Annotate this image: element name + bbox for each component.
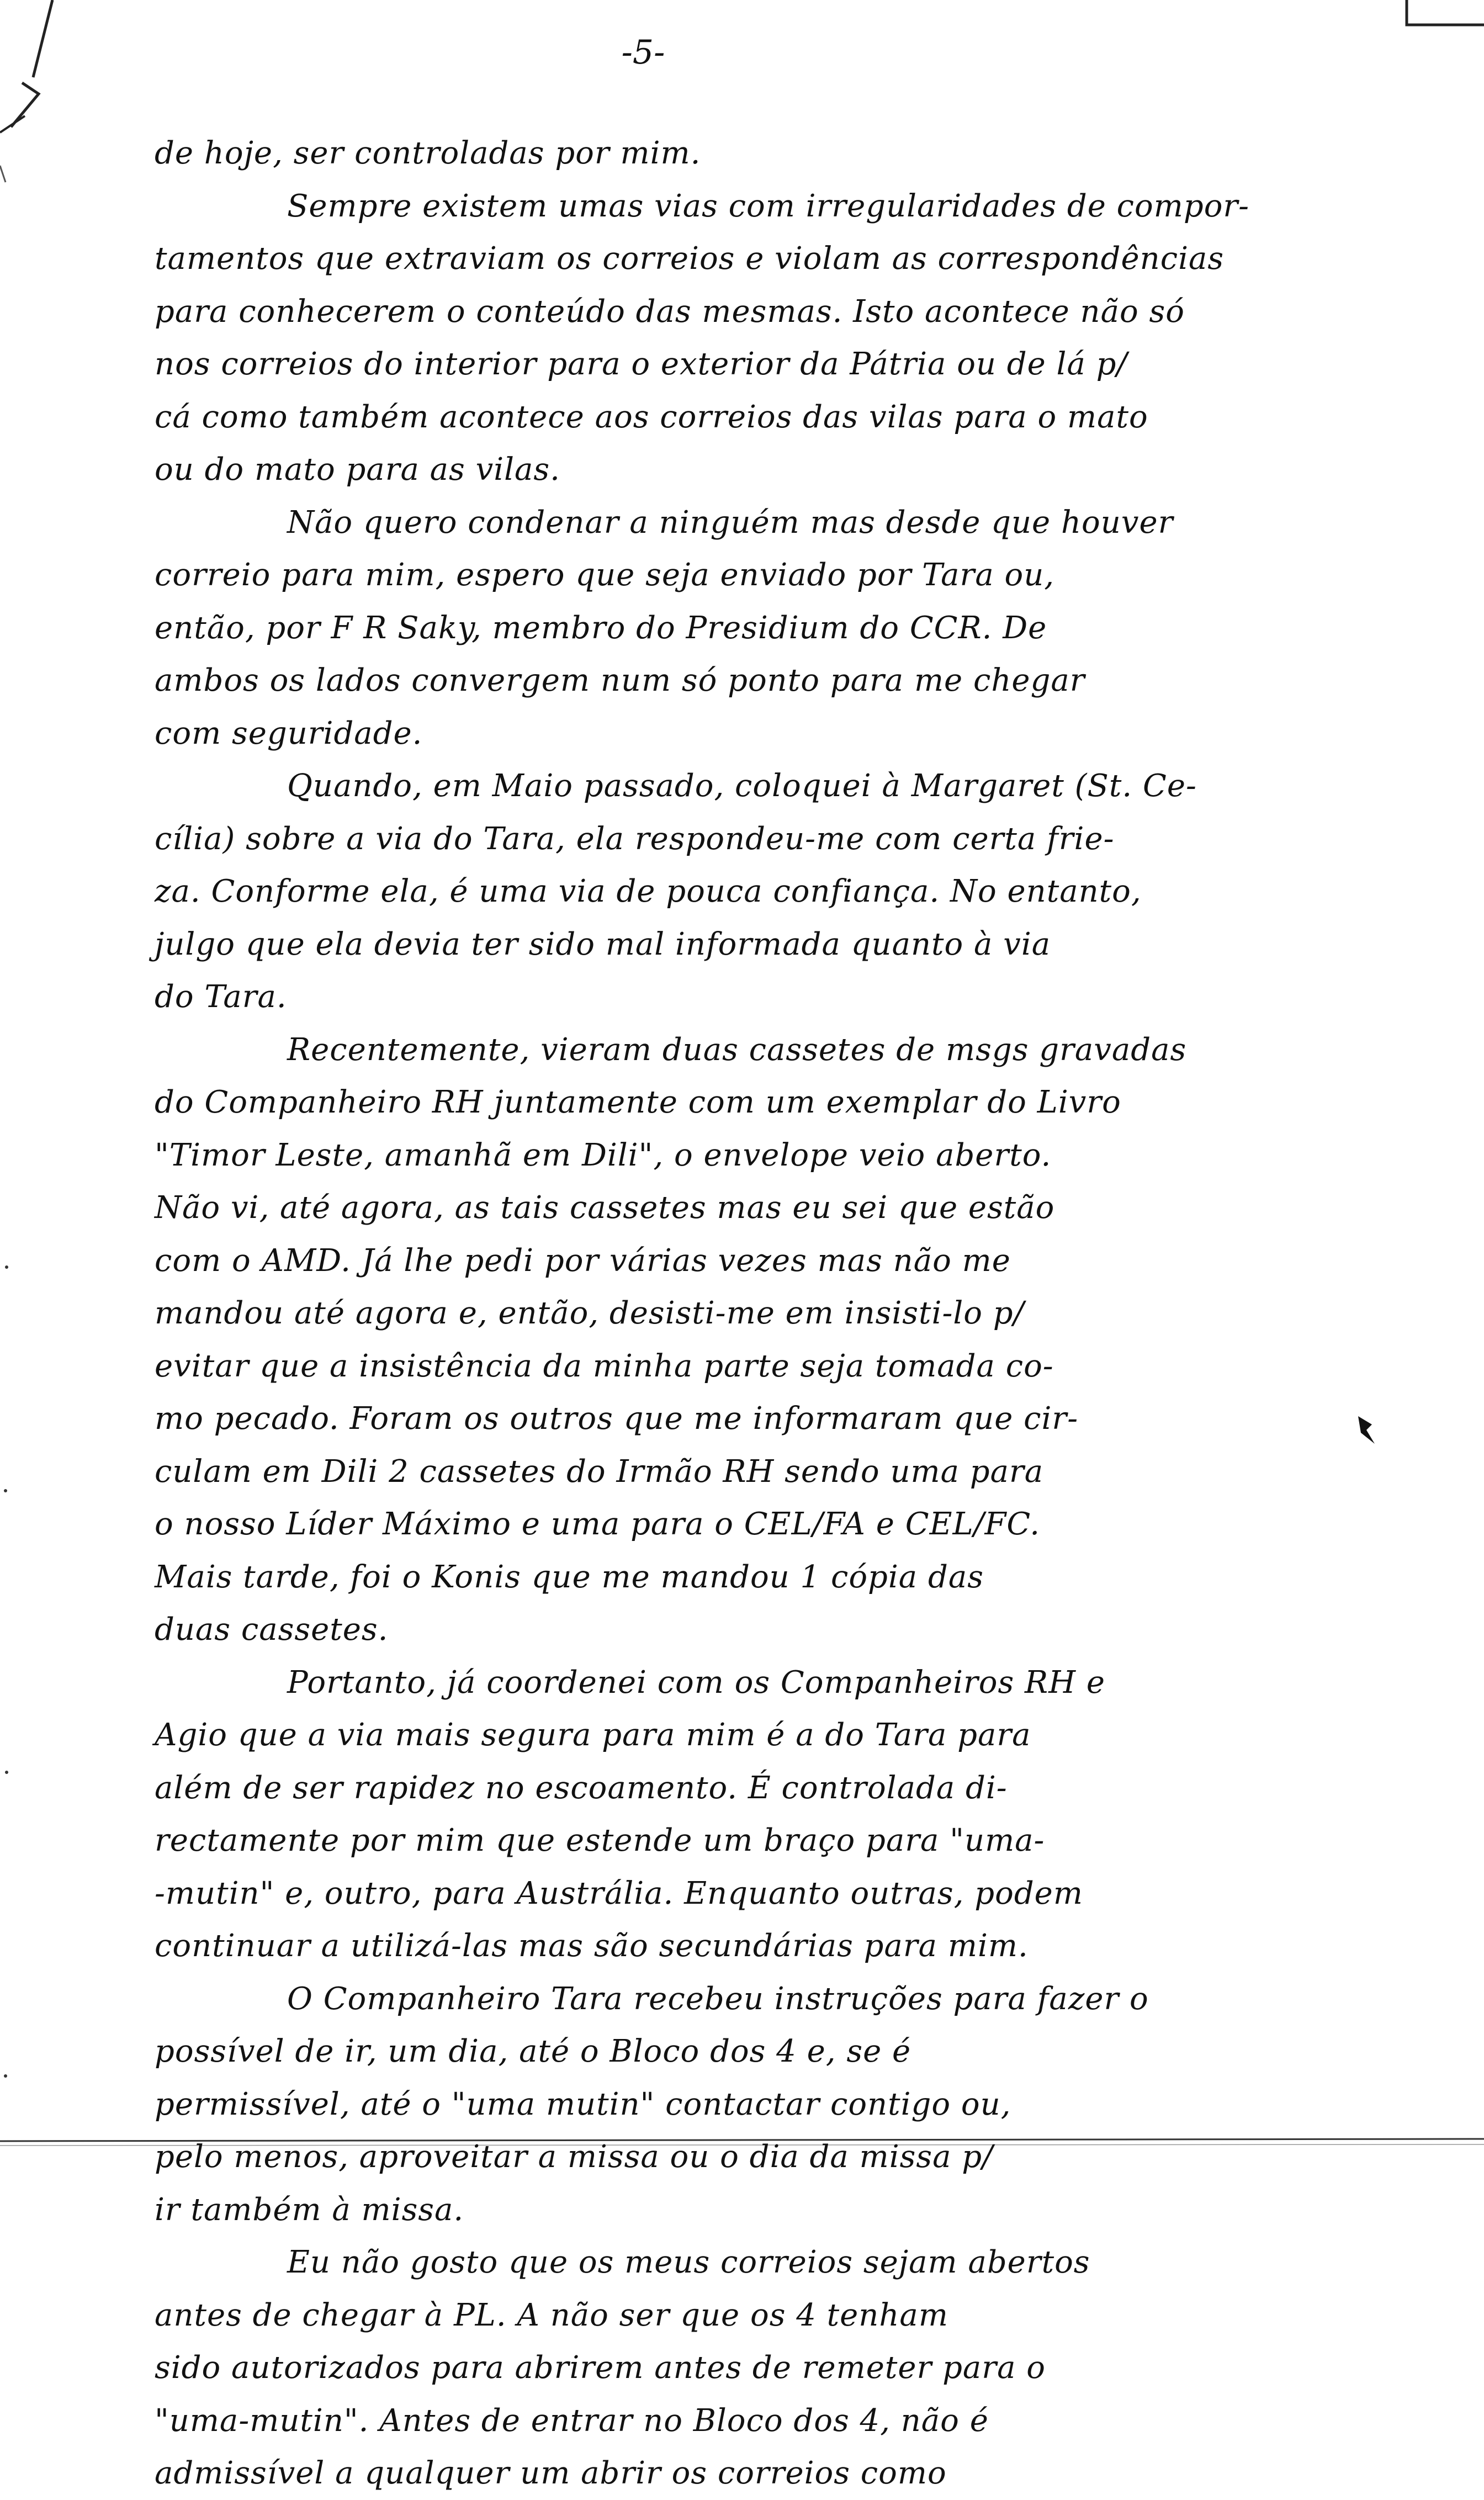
- text-line: O Companheiro Tara recebeu instruções para fazer o: [287, 1980, 1149, 2017]
- text-line: cá como também acontece aos correios das vilas para o mato: [155, 399, 1148, 435]
- text-line: Quando, em Maio passado, coloquei à Margaret (St. Ce-: [287, 768, 1197, 804]
- binding-hole-marks: [0, 0, 22, 2153]
- corner-bracket-mark: [1396, 0, 1484, 44]
- text-line: do Companheiro RH juntamente com um exemplar do Livro: [155, 1084, 1121, 1120]
- text-line: ou do mato para as vilas.: [155, 452, 560, 488]
- text-line: rectamente por mim que estende um braço para "uma-: [155, 1823, 1045, 1858]
- text-line: Agio que a via mais segura para mim é a do Tara para: [155, 1717, 1031, 1753]
- text-line: do Tara.: [155, 979, 287, 1015]
- page-number: -5-: [621, 33, 665, 72]
- ink-blot-mark: [1355, 1413, 1377, 1447]
- text-line: o nosso Líder Máximo e uma para o CEL/FA e CEL/FC.: [155, 1506, 1041, 1542]
- text-line: Não quero condenar a ninguém mas desde que houver: [287, 504, 1174, 541]
- text-line: Portanto, já coordenei com os Companheiros RH e: [287, 1664, 1105, 1701]
- text-line: Não vi, até agora, as tais cassetes mas eu sei que estão: [155, 1190, 1055, 1226]
- text-line: Sempre existem umas vias com irregularidades de compor-: [287, 188, 1250, 224]
- text-line: mandou até agora e, então, desisti-me em insisti-lo p/: [155, 1295, 1025, 1331]
- text-line: nos correios do interior para o exterior da Pátria ou de lá p/: [155, 346, 1128, 382]
- text-line: tamentos que extraviam os correios e violam as correspondências: [155, 241, 1225, 277]
- text-line: permissível, até o "uma mutin" contactar contigo ou,: [155, 2086, 1011, 2122]
- text-line: za. Conforme ela, é uma via de pouca confiança. No entanto,: [155, 873, 1142, 909]
- text-line: de hoje, ser controladas por mim.: [155, 135, 701, 171]
- text-line: duas cassetes.: [155, 1612, 389, 1648]
- text-line: mo pecado. Foram os outros que me informaram que cir-: [155, 1401, 1079, 1437]
- text-line: cília) sobre a via do Tara, ela respondeu-me com certa frie-: [155, 820, 1115, 857]
- text-line: ir também à missa.: [155, 2191, 464, 2228]
- text-line: sido autorizados para abrirem antes de remeter para o: [155, 2350, 1046, 2386]
- text-line: correio para mim, espero que seja enviado por Tara ou,: [155, 557, 1055, 593]
- text-line: para conhecerem o conteúdo das mesmas. Isto acontece não só: [155, 293, 1185, 330]
- text-line: "uma-mutin". Antes de entrar no Bloco dos 4, não é: [155, 2402, 989, 2439]
- text-line: admissível a qualquer um abrir os correios como: [155, 2455, 947, 2491]
- text-line: julgo que ela devia ter sido mal informada quanto à via: [155, 926, 1051, 962]
- text-line: antes de chegar à PL. A não ser que os 4 tenham: [155, 2297, 948, 2333]
- text-line: culam em Dili 2 cassetes do Irmão RH sendo uma para: [155, 1453, 1044, 1490]
- text-line: então, por F R Saky, membro do Presidium do CCR. De: [155, 610, 1047, 646]
- text-line: evitar que a insistência da minha parte seja tomada co-: [155, 1348, 1054, 1384]
- text-line: pelo menos, aproveitar a missa ou o dia da missa p/: [155, 2139, 993, 2175]
- text-line: "Timor Leste, amanhã em Dili", o envelope veio aberto.: [155, 1137, 1052, 1173]
- text-line: ambos os lados convergem num só ponto para me chegar: [155, 663, 1085, 698]
- text-line: possível de ir, um dia, até o Bloco dos 4 e, se é: [155, 2033, 911, 2069]
- text-line: Recentemente, vieram duas cassetes de msgs gravadas: [287, 1031, 1187, 1068]
- text-line: Mais tarde, foi o Konis que me mandou 1 cópia das: [155, 1559, 984, 1595]
- text-line: continuar a utilizá-las mas são secundárias para mim.: [155, 1928, 1029, 1964]
- text-line: com o AMD. Já lhe pedi por várias vezes mas não me: [155, 1242, 1011, 1279]
- text-line: -mutin" e, outro, para Austrália. Enquanto outras, podem: [155, 1875, 1083, 1911]
- text-line: com seguridade.: [155, 715, 423, 751]
- text-line: além de ser rapidez no escoamento. É controlada di-: [155, 1770, 1008, 1806]
- handwritten-letter-text: [155, 127, 1347, 2500]
- text-line: Eu não gosto que os meus correios sejam abertos: [287, 2244, 1090, 2280]
